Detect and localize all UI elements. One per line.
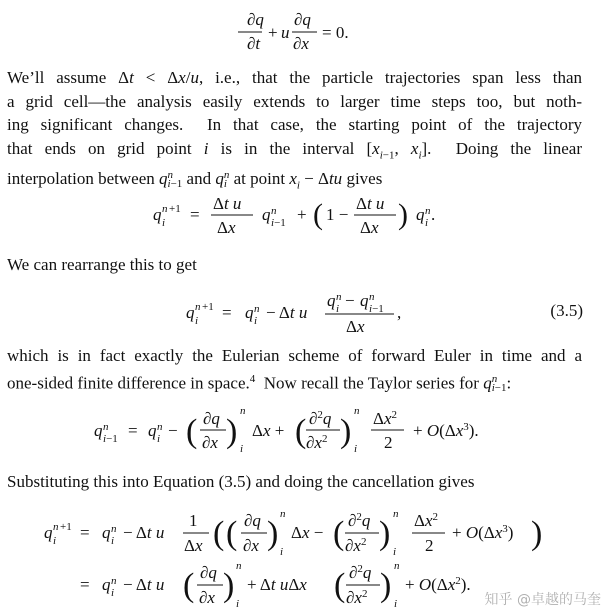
equation-3-5-svg bbox=[0, 284, 611, 340]
svg-text:): ) bbox=[340, 413, 352, 450]
svg-text:∂2q: ∂$^2$q bbox=[348, 511, 371, 530]
svg-text:n: n bbox=[111, 523, 117, 535]
eq1-den1: ∂t bbox=[247, 34, 261, 53]
svg-text:=: = bbox=[80, 523, 90, 542]
svg-text:−: − bbox=[168, 421, 178, 440]
svg-text:n: n bbox=[53, 521, 59, 533]
svg-text:q: q bbox=[148, 421, 157, 440]
svg-text:=: = bbox=[128, 421, 138, 440]
equation-taylor bbox=[0, 398, 611, 462]
equation-taylor-svg bbox=[0, 398, 611, 462]
svg-text:Δx: Δx bbox=[184, 536, 203, 555]
svg-text:Δx: Δx bbox=[217, 218, 236, 237]
svg-text:+ O(Δx3): + $O(\Delta x^3)$ bbox=[452, 523, 514, 542]
svg-text:i: i bbox=[111, 587, 115, 599]
svg-text:n: n bbox=[271, 205, 277, 217]
svg-text:n: n bbox=[103, 421, 109, 433]
paragraph-assumption bbox=[7, 66, 582, 198]
svg-text:Δx −: Δx − bbox=[291, 523, 324, 542]
svg-text:n: n bbox=[162, 203, 168, 215]
svg-text:n: n bbox=[369, 291, 375, 303]
svg-text:i: i bbox=[111, 535, 115, 547]
svg-text:n: n bbox=[394, 560, 400, 572]
svg-text:∂x2: $\partial x^2$ bbox=[346, 588, 368, 607]
svg-text:n: n bbox=[195, 301, 201, 313]
svg-text:(: ( bbox=[226, 515, 238, 552]
svg-text:+1: +1 bbox=[60, 521, 72, 533]
svg-text:(: ( bbox=[313, 198, 323, 231]
svg-text:=: = bbox=[190, 205, 200, 224]
eq1-rhs: = 0. bbox=[322, 23, 349, 42]
svg-text:(: ( bbox=[295, 413, 307, 450]
svg-text:i: i bbox=[394, 598, 398, 610]
svg-text:∂x: ∂x bbox=[199, 588, 215, 607]
svg-text:− Δt u: − Δt u bbox=[123, 575, 165, 594]
svg-text:+ Δt uΔx: + Δt uΔx bbox=[247, 575, 307, 594]
svg-text:Δx +: Δx + bbox=[252, 421, 285, 440]
svg-text:∂x2: $\partial x^2$ bbox=[306, 433, 328, 452]
svg-text:q: q bbox=[245, 303, 254, 322]
svg-text:Δt u: Δt u bbox=[356, 194, 385, 213]
equation-number: (3.5) bbox=[550, 301, 583, 320]
para4-text: Substituting this into Equation (3.5) and doing the cancellation gives bbox=[7, 472, 475, 491]
svg-text:n: n bbox=[354, 405, 360, 417]
paragraph-rearrange bbox=[7, 253, 582, 277]
svg-text:1: 1 bbox=[189, 511, 198, 530]
svg-text:Δx: Δx bbox=[360, 218, 379, 237]
svg-text:(: ( bbox=[334, 567, 346, 604]
svg-text:q: q bbox=[262, 205, 271, 224]
svg-text:2: 2 bbox=[384, 433, 393, 452]
svg-text:+: + bbox=[297, 205, 307, 224]
svg-text:n: n bbox=[236, 560, 242, 572]
svg-text:): ) bbox=[379, 515, 391, 552]
para3-line2: one-sided finite difference in space.$^4$ Now recall the Taylor series for qn i−1: bbox=[7, 372, 512, 395]
svg-text:i: i bbox=[240, 443, 244, 455]
svg-text:+1: +1 bbox=[169, 203, 181, 215]
svg-text:i: i bbox=[236, 598, 240, 610]
para1-line2: a grid cell—the analysis easily extends to larger time steps too, but noth- bbox=[7, 91, 582, 111]
svg-text:): ) bbox=[226, 413, 238, 450]
svg-text:∂2q: ∂$^2$q bbox=[309, 409, 332, 428]
svg-text:i: i bbox=[425, 217, 429, 229]
svg-text:∂q: ∂q bbox=[203, 409, 220, 428]
para1-line5: interpolation between qn i−1 and qn i at point $x_i - \Delta tu$ gives bbox=[7, 169, 383, 192]
svg-text:=: = bbox=[80, 575, 90, 594]
eq1-plus: + bbox=[268, 23, 278, 42]
svg-text:i: i bbox=[53, 535, 57, 547]
paragraph-eulerian bbox=[7, 344, 582, 395]
svg-text:i−1: i−1 bbox=[103, 433, 118, 445]
svg-text:q: q bbox=[102, 575, 111, 594]
svg-text:∂q: ∂q bbox=[244, 511, 261, 530]
svg-text:): ) bbox=[531, 515, 543, 552]
svg-text:q: q bbox=[102, 523, 111, 542]
svg-text:− Δt u: − Δt u bbox=[123, 523, 165, 542]
para1-line1: We’ll assume Δt < Δx/u, i.e., that the particle trajectories span less than bbox=[7, 68, 582, 87]
svg-text:n: n bbox=[336, 291, 342, 303]
svg-text:2: 2 bbox=[425, 536, 434, 555]
svg-text:n: n bbox=[425, 205, 431, 217]
svg-text:∂x: ∂x bbox=[243, 536, 259, 555]
svg-text:): ) bbox=[398, 198, 408, 231]
svg-text:(: ( bbox=[186, 413, 198, 450]
eq1-den2: ∂x bbox=[293, 34, 309, 53]
svg-text:i: i bbox=[195, 315, 199, 327]
svg-text:(: ( bbox=[183, 567, 195, 604]
svg-text:n: n bbox=[240, 405, 246, 417]
svg-text:.: . bbox=[431, 205, 436, 224]
para1-line4: that ends on grid point i is in the interval [$x_{i-1}$, $x_i$]. Doing the linear bbox=[7, 138, 583, 161]
svg-text:n: n bbox=[254, 303, 260, 315]
svg-text:(: ( bbox=[213, 515, 225, 552]
svg-text:∂x2: $\partial x^2$ bbox=[345, 536, 367, 555]
svg-text:+1: +1 bbox=[202, 301, 214, 313]
svg-text:(: ( bbox=[333, 515, 345, 552]
svg-text:i: i bbox=[162, 217, 166, 229]
svg-text:): ) bbox=[380, 567, 392, 604]
svg-text:): ) bbox=[267, 515, 279, 552]
svg-text:q: q bbox=[327, 291, 336, 310]
svg-text:i: i bbox=[336, 303, 340, 315]
svg-text:): ) bbox=[223, 567, 235, 604]
svg-text:n: n bbox=[157, 421, 163, 433]
svg-text:q: q bbox=[416, 205, 425, 224]
svg-text:i: i bbox=[254, 315, 258, 327]
equation-interpolation bbox=[0, 186, 611, 242]
eq1-num2: ∂q bbox=[294, 10, 311, 29]
svg-text:∂x: ∂x bbox=[202, 433, 218, 452]
svg-text:+ O(Δx2).: + $O(\Delta x^2)$. bbox=[405, 575, 471, 594]
svg-text:n: n bbox=[280, 508, 286, 520]
svg-text:− Δt u: − Δt u bbox=[266, 303, 308, 322]
svg-text:Δx2: $\Delta x^2$ bbox=[373, 409, 397, 428]
svg-text:i: i bbox=[354, 443, 358, 455]
svg-text:i−1: i−1 bbox=[369, 303, 384, 315]
para3-line1: which is in fact exactly the Eulerian scheme of forward Euler in time and a bbox=[7, 346, 582, 365]
svg-text:Δt u: Δt u bbox=[213, 194, 242, 213]
equation-advection-svg bbox=[0, 4, 611, 54]
svg-text:q: q bbox=[94, 421, 103, 440]
equation-3-5 bbox=[0, 284, 611, 340]
svg-text:i: i bbox=[157, 433, 161, 445]
svg-text:+ O(Δx3).: + $O(\Delta x^3)$. bbox=[413, 421, 479, 440]
svg-text:=: = bbox=[222, 303, 232, 322]
svg-text:n: n bbox=[393, 508, 399, 520]
svg-text:,: , bbox=[397, 303, 402, 322]
svg-text:q: q bbox=[360, 291, 369, 310]
svg-text:i: i bbox=[280, 546, 284, 558]
svg-text:Δx2: $\Delta x^2$ bbox=[414, 511, 438, 530]
svg-text:∂2q: ∂$^2$q bbox=[349, 563, 372, 582]
svg-text:q: q bbox=[153, 205, 162, 224]
eq1-u: u bbox=[281, 23, 290, 42]
svg-text:∂q: ∂q bbox=[200, 563, 217, 582]
equation-advection bbox=[0, 4, 611, 54]
equation-interpolation-svg bbox=[0, 186, 611, 242]
paragraph-substituting bbox=[7, 470, 582, 494]
svg-text:i−1: i−1 bbox=[271, 217, 286, 229]
svg-text:−: − bbox=[345, 291, 355, 310]
svg-text:1 −: 1 − bbox=[326, 205, 349, 224]
svg-text:n: n bbox=[111, 575, 117, 587]
para2-text: We can rearrange this to get bbox=[7, 255, 197, 274]
para1-line3: ing significant changes. In that case, the starting point of the trajectory bbox=[7, 115, 582, 134]
zhihu-watermark: 知乎 @卓越的马奎 bbox=[484, 592, 601, 608]
eq1-num1: ∂q bbox=[247, 10, 264, 29]
svg-text:i: i bbox=[393, 546, 397, 558]
svg-text:Δx: Δx bbox=[346, 317, 365, 336]
svg-text:q: q bbox=[44, 523, 53, 542]
svg-text:q: q bbox=[186, 303, 195, 322]
